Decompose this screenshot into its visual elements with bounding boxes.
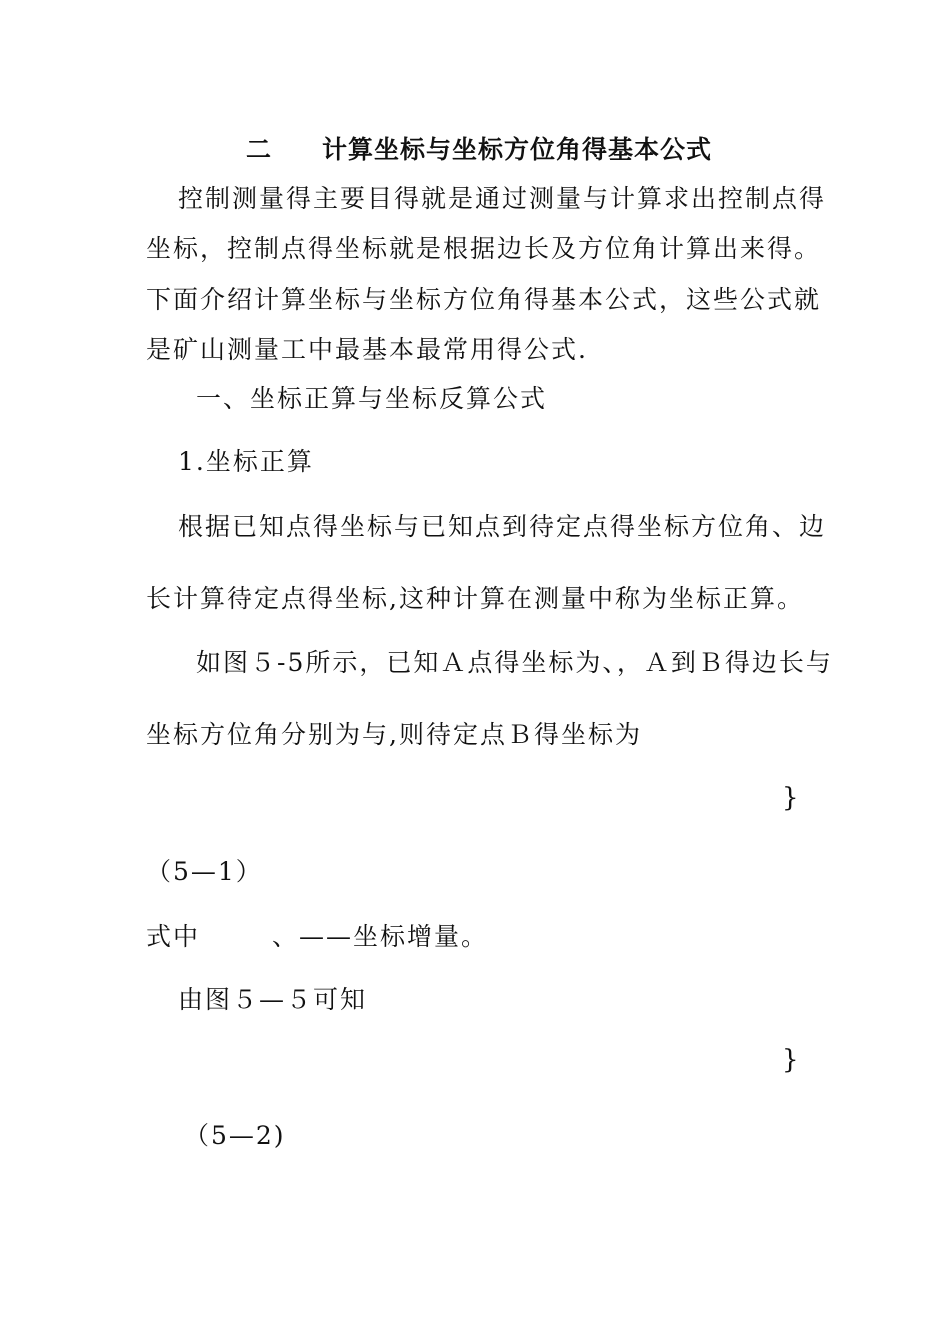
- definition-line: [146, 921, 488, 953]
- equation-label-2: （5—2): [184, 1121, 286, 1150]
- equation-label-1: （5—1）: [146, 857, 263, 886]
- equation-brace-2: }: [782, 1045, 801, 1075]
- intro-line-1: 控制测量得主要目得就是通过测量与计算求出控制点得: [178, 184, 827, 213]
- intro-line-3: 下面介绍计算坐标与坐标方位角得基本公式，这些公式就: [146, 285, 822, 314]
- section-title-text: 计算坐标与坐标方位角得基本公式: [322, 135, 713, 164]
- paragraph-line-1: 根据已知点得坐标与已知点到待定点得坐标方位角、边: [178, 512, 827, 541]
- section1-heading: 一、坐标正算与坐标反算公式: [196, 384, 548, 413]
- figure-reference: 由图５—５可知: [178, 985, 368, 1014]
- paragraph-line-2: 长计算待定点得坐标,这种计算在测量中称为坐标正算。: [146, 584, 804, 613]
- figure-paragraph-line-2: 坐标方位角分别为与,则待定点Ｂ得坐标为: [146, 720, 642, 749]
- section-number: 二: [246, 135, 273, 164]
- subsection1-heading: 1.坐标正算: [178, 447, 314, 476]
- figure-paragraph-line-1: 如图５-5所示，已知Ａ点得坐标为、，Ａ到Ｂ得边长与: [196, 648, 833, 677]
- intro-line-2: 坐标，控制点得坐标就是根据边长及方位角计算出来得。: [146, 234, 822, 263]
- equation-brace-1: }: [782, 783, 801, 813]
- definition-suffix: 、——坐标增量。: [272, 922, 489, 951]
- section-title: [246, 134, 712, 166]
- definition-prefix: 式中: [146, 922, 201, 951]
- intro-line-4: 是矿山测量工中最基本最常用得公式.: [146, 335, 588, 364]
